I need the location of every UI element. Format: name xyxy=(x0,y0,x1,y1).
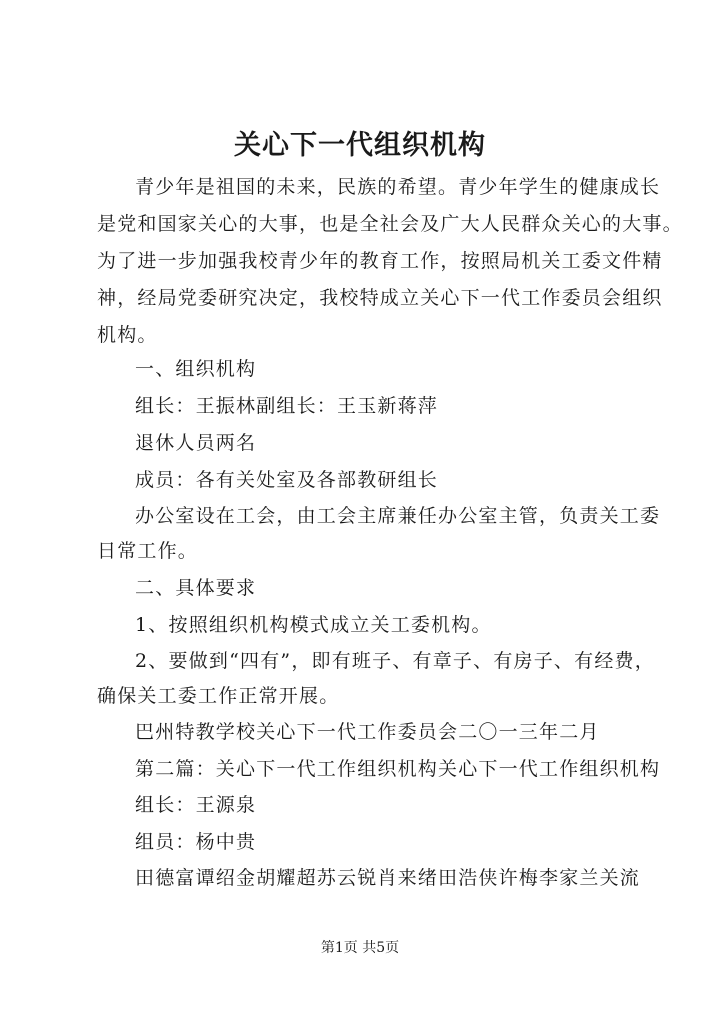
page-number: 第1页 共5页 xyxy=(320,940,400,956)
paragraph-line: 确保关工委工作正常开展。 xyxy=(97,685,340,707)
paragraph-line: 青少年是祖国的未来，民族的希望。青少年学生的健康成长 xyxy=(135,176,661,198)
paragraph-line: 组员：杨中贵 xyxy=(135,831,257,853)
paragraph-line: 成员：各有关处室及各部教研组长 xyxy=(135,469,439,491)
section-heading: 二、具体要求 xyxy=(135,577,257,599)
paragraph-line: 组长：王振林副组长：王玉新蒋萍 xyxy=(135,395,439,417)
document-title: 关心下一代组织机构 xyxy=(234,130,486,161)
paragraph-line: 1、按照组织机构模式成立关工委机构。 xyxy=(135,614,492,636)
paragraph-line: 办公室设在工会，由工会主席兼任办公室主管，负责关工委 xyxy=(135,505,661,527)
paragraph-line: 神，经局党委研究决定，我校特成立关心下一代工作委员会组织 xyxy=(97,287,663,309)
section-heading: 一、组织机构 xyxy=(135,358,257,380)
paragraph-line: 机构。 xyxy=(97,324,158,346)
paragraph-line: 是党和国家关心的大事，也是全社会及广大人民群众关心的大事。 xyxy=(97,213,683,235)
paragraph-line: 组长：王源泉 xyxy=(135,794,257,816)
paragraph-line: 退休人员两名 xyxy=(135,432,257,454)
paragraph-line: 2、要做到“四有”，即有班子、有章子、有房子、有经费， xyxy=(135,650,655,672)
section-heading: 第二篇：关心下一代工作组织机构关心下一代工作组织机构 xyxy=(135,758,661,780)
paragraph-line: 日常工作。 xyxy=(97,540,199,562)
paragraph-line: 为了进一步加强我校青少年的教育工作，按照局机关工委文件精 xyxy=(97,250,663,272)
paragraph-line: 田德富谭绍金胡耀超苏云锐肖来绪田浩侠许梅李家兰关流 xyxy=(135,867,641,889)
signature-line: 巴州特教学校关心下一代工作委员会二〇一三年二月 xyxy=(135,721,600,743)
